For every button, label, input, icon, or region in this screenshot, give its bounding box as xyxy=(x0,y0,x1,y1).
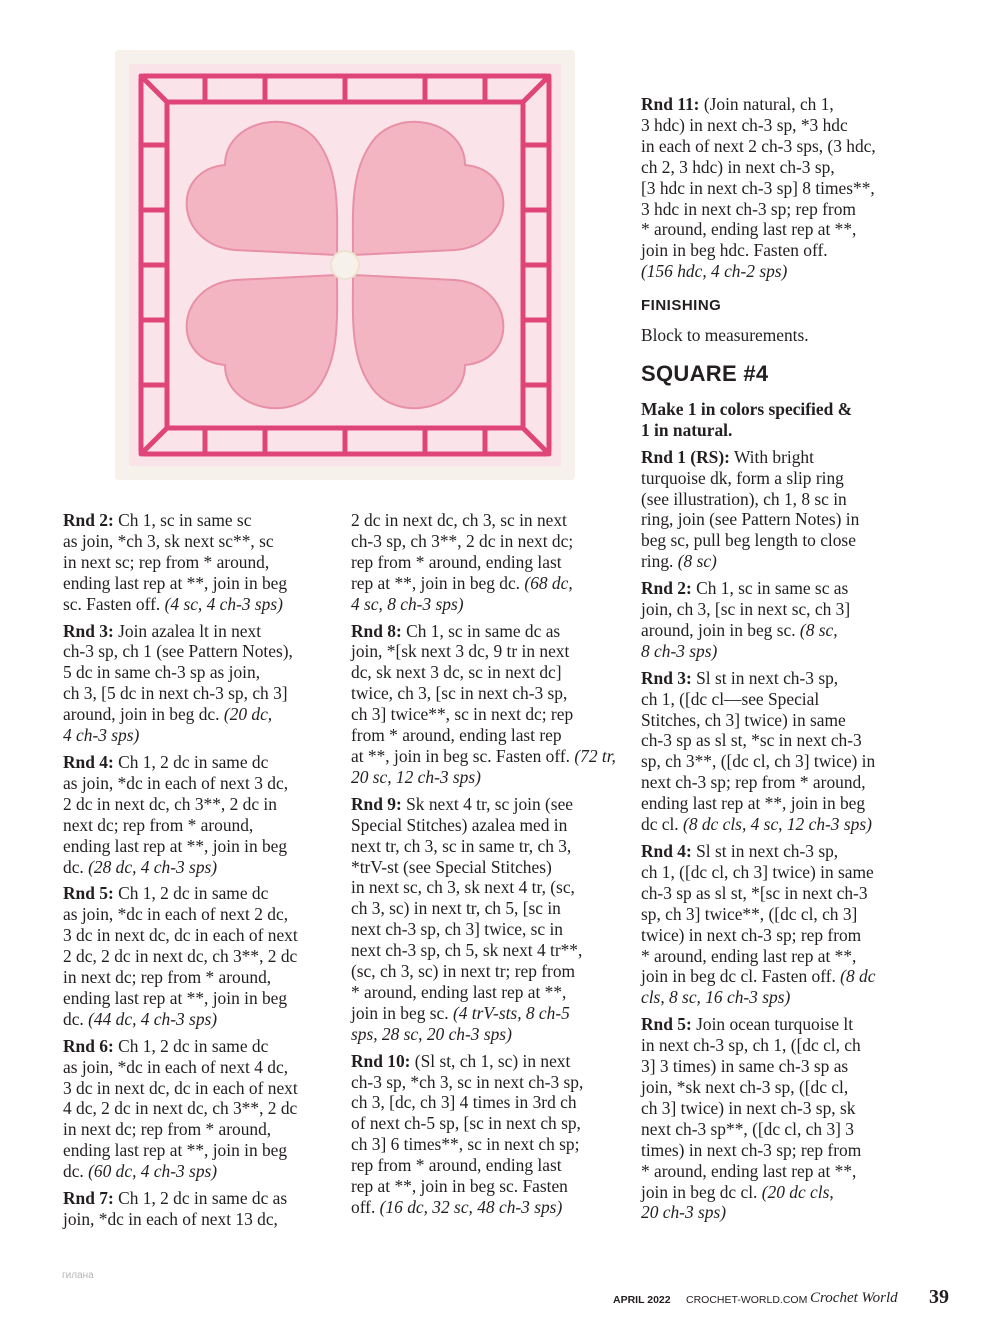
square-4-intro: Make 1 in colors specified & 1 in natural. xyxy=(641,398,853,440)
instruction-round xyxy=(641,668,931,835)
square-4-heading: SQUARE #4 xyxy=(641,360,769,386)
round-text: Ch 1, sc in same sc as join, ch 3, [sc in next sc, ch 3] around, join in beg sc. xyxy=(641,578,851,640)
round-text: Sk next 4 tr, sc join (see Special Stitches) azalea med in next tr, ch 3, sc in same tr, ch 3, *trV-st (see Special Stitches) in next sc, ch 3, sk next 4 tr, (sc, ch 3, sc) in next tr, ch 5, [sc in next ch-3 sp, ch 3] twice, sc in next ch-3 sp, ch 5, sk next 4 tr**, (sc, ch 3, sc) in next tr; rep from * around, ending last rep at **, join in beg sc. xyxy=(351,793,583,1023)
stitch-count: (4 trV-sts, 8 ch-5 sps, 28 sc, 20 ch-3 sps) xyxy=(351,1002,570,1044)
finishing-heading: FINISHING xyxy=(641,297,722,315)
instruction-round xyxy=(641,1014,931,1223)
instruction-round xyxy=(63,1188,341,1230)
round-text: Join ocean turquoise lt in next ch-3 sp, ch 1, ([dc cl, ch 3] 3 times) in same ch-3 sp as join, *sk next ch-3 sp, ([dc cl, ch 3] twice) in next ch-3 sp, sk next ch-3 sp**, ([dc cl, ch 3] 3 times) in next ch-3 sp; rep from * around, ending last rep at **, join in beg dc cl. xyxy=(641,1014,862,1202)
stitch-count: (72 tr, 20 sc, 12 ch-3 sps) xyxy=(351,745,616,787)
footer-magazine: Crochet World xyxy=(810,1290,898,1306)
round-label: Rnd 5: xyxy=(641,1014,692,1035)
round-text: Ch 1, 2 dc in same dc as join, *dc in each of next 4 dc, 3 dc in next dc, dc in each of next 4 dc, 2 dc in next dc, ch 3**, 2 dc in next dc; rep from * around, ending last rep at **, join in beg dc. xyxy=(63,1035,298,1182)
instruction-round xyxy=(351,1051,629,1218)
instruction-round xyxy=(63,883,341,1029)
round-label: Rnd 6: xyxy=(63,1035,114,1056)
round-label: Rnd 10: xyxy=(351,1050,411,1071)
stitch-count: (8 sc, 8 ch-3 sps) xyxy=(641,619,838,661)
round-text: Ch 1, 2 dc in same dc as join, *dc in each of next 2 dc, 3 dc in next dc, dc in each of next 2 dc, 2 dc in next dc, ch 3**, 2 dc in next dc; rep from * around, ending last rep at **, join in beg dc. xyxy=(63,883,298,1029)
stitch-count: (28 dc, 4 ch-3 sps) xyxy=(88,856,218,877)
round-label: Rnd 2: xyxy=(63,510,114,530)
round-text: Join azalea lt in next ch-3 sp, ch 1 (see Pattern Notes), 5 dc in same ch-3 sp as join, ch 3, [5 dc in next ch-3 sp, ch 3] around, join in beg dc. xyxy=(63,620,293,725)
finishing-text: Block to measurements. xyxy=(641,325,809,346)
crochet-square-photo xyxy=(115,50,575,480)
instruction-round xyxy=(351,794,629,1045)
footer-site: CROCHET-WORLD.COM xyxy=(686,1294,808,1306)
round-text: Ch 1, sc in same dc as join, *[sk next 3 dc, 9 tr in next dc, sk next 3 dc, sc in next dc] twice, ch 3, [sc in next ch-3 sp, ch 3] twice**, sc in next dc; rep from * around, ending last rep at **, join in beg sc. Fasten off. xyxy=(351,620,574,766)
round-label: Rnd 11: xyxy=(641,94,700,114)
watermark: гилана xyxy=(62,1270,94,1281)
round-label: Rnd 3: xyxy=(641,667,692,688)
page-footer xyxy=(0,1284,997,1314)
page-number: 39 xyxy=(929,1286,949,1308)
round-label: Rnd 4: xyxy=(63,751,114,772)
round-label: Rnd 1 (RS): xyxy=(641,446,730,467)
round-text: Sl st in next ch-3 sp, ch 1, ([dc cl—see Special Stitches, ch 3] twice) in same ch-3 sp as sl st, *sc in next ch-3 sp, ch 3**, ([dc cl, ch 3] twice) in next ch-3 sp; rep from * around, ending last rep at **, join in beg dc cl. xyxy=(641,667,876,835)
stitch-count: (8 sc) xyxy=(677,551,717,572)
instruction-round xyxy=(641,578,931,662)
instruction-round xyxy=(63,621,341,746)
round-label: Rnd 3: xyxy=(63,620,114,641)
stitch-count: (68 dc, 4 sc, 8 ch-3 sps) xyxy=(351,572,573,614)
stitch-count: (8 dc cls, 8 sc, 16 ch-3 sps) xyxy=(641,966,876,1008)
round-label: Rnd 8: xyxy=(351,620,402,641)
round-label: Rnd 2: xyxy=(641,578,692,599)
stitch-count: (20 dc, 4 ch-3 sps) xyxy=(63,704,273,746)
stitch-count: (8 dc cls, 4 sc, 12 ch-3 sps) xyxy=(683,814,872,835)
round-text: Ch 1, 2 dc in same dc as join, *dc in each of next 13 dc, xyxy=(63,1188,288,1229)
round-text: Ch 1, sc in same sc as join, *ch 3, sk next sc**, sc in next sc; rep from * around, ending last rep at **, join in beg sc. Fasten off. xyxy=(63,510,288,614)
column-3 xyxy=(641,94,931,1229)
instruction-round xyxy=(641,447,931,572)
stitch-count: (156 hdc, 4 ch-2 sps) xyxy=(641,261,788,282)
column-1 xyxy=(63,510,341,1236)
footer-date: APRIL 2022 xyxy=(613,1294,671,1306)
round-text: 2 dc in next dc, ch 3, sc in next ch-3 sp, ch 3**, 2 dc in next dc; rep from * around, ending last rep at **, join in beg dc. xyxy=(351,510,574,593)
round-label: Rnd 5: xyxy=(63,883,114,904)
instruction-round xyxy=(641,94,931,282)
instruction-round xyxy=(63,1036,341,1182)
round-label: Rnd 9: xyxy=(351,793,402,814)
stitch-count: (4 sc, 4 ch-3 sps) xyxy=(164,593,283,614)
column-2 xyxy=(351,510,629,1224)
round-text: With bright turquoise dk, form a slip ring (see illustration), ch 1, 8 sc in ring, join (see Pattern Notes) in beg sc, pull beg length to close ring. xyxy=(641,446,860,572)
round-label: Rnd 7: xyxy=(63,1188,114,1209)
round-text: Ch 1, 2 dc in same dc as join, *dc in each of next 3 dc, 2 dc in next dc, ch 3**, 2 dc in next dc; rep from * around, ending last rep at **, join in beg dc. xyxy=(63,751,289,877)
instruction-round xyxy=(63,752,341,877)
round-label: Rnd 4: xyxy=(641,841,692,861)
round-text: Sl st in next ch-3 sp, ch 1, ([dc cl, ch 3] twice) in same ch-3 sp as sl st, *[sc in next ch-3 sp, ch 3] twice**, ([dc cl, ch 3] twice) in next ch-3 sp; rep from * around, ending last rep at **, join in beg dc cl. Fasten off. xyxy=(641,841,874,987)
stitch-count: (20 dc cls, 20 ch-3 sps) xyxy=(641,1181,834,1223)
stitch-count: (16 dc, 32 sc, 48 ch-3 sps) xyxy=(379,1197,563,1217)
round-text: (Join natural, ch 1, 3 hdc) in next ch-3 sp, *3 hdc in each of next 2 ch-3 sps, (3 hdc, ch 2, 3 hdc) in next ch-3 sp, [3 hdc in next ch-3 sp] 8 times**, 3 hdc in next ch-3 sp; rep from * around, ending last rep at **, join in beg hdc. Fasten off. xyxy=(641,94,876,261)
column-3-top xyxy=(641,94,931,282)
column-3-bottom xyxy=(641,447,931,1224)
instruction-round xyxy=(641,841,931,1008)
instruction-round xyxy=(63,510,341,615)
round-text: (Sl st, ch 1, sc) in next ch-3 sp, *ch 3, sc in next ch-3 sp, ch 3, [dc, ch 3] 4 times in 3rd ch of next ch-5 sp, [sc in next ch sp, ch 3] 6 times**, sc in next ch sp; rep from * around, ending last rep at **, join in beg sc. Fasten off. xyxy=(351,1050,584,1217)
instruction-round xyxy=(351,621,629,788)
stitch-count: (60 dc, 4 ch-3 sps) xyxy=(88,1161,218,1182)
stitch-count: (44 dc, 4 ch-3 sps) xyxy=(88,1008,218,1029)
instruction-round xyxy=(351,510,629,615)
